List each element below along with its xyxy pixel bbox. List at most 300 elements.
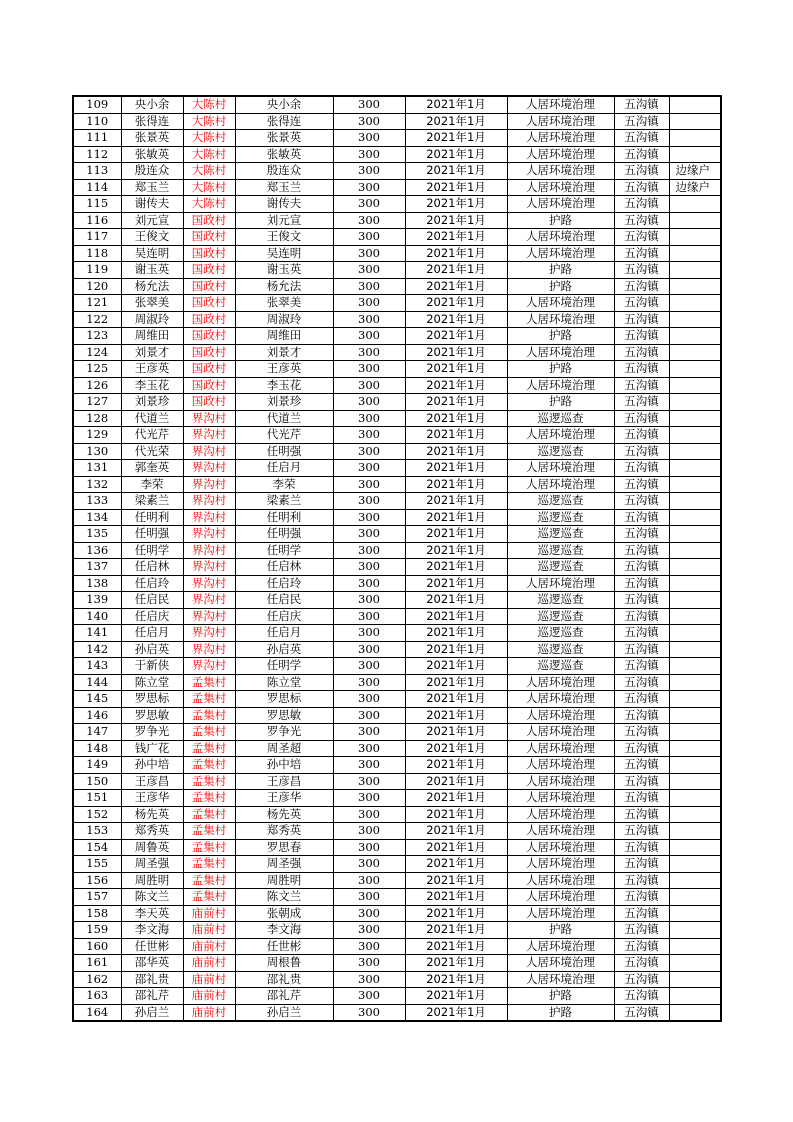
recipient-cell: 任启月: [235, 460, 333, 477]
note-cell: [669, 493, 721, 510]
village-cell: 孟集村: [183, 872, 235, 889]
amount-cell: 300: [333, 839, 405, 856]
table-row: [73, 130, 721, 147]
job-cell: 护路: [507, 1004, 614, 1021]
job-cell: 护路: [507, 278, 614, 295]
table-row: [73, 856, 721, 873]
table-row: [73, 740, 721, 757]
row-number: 131: [73, 460, 121, 477]
amount-cell: 300: [333, 526, 405, 543]
name-cell: 刘元宣: [121, 212, 183, 229]
job-cell: 人居环境治理: [507, 196, 614, 213]
date-cell: 2021年1月: [405, 460, 507, 477]
amount-cell: 300: [333, 229, 405, 246]
recipient-cell: 李玉花: [235, 377, 333, 394]
job-cell: 人居环境治理: [507, 460, 614, 477]
table-row: [73, 295, 721, 312]
town-cell: 五沟镇: [614, 460, 669, 477]
date-cell: 2021年1月: [405, 328, 507, 345]
name-cell: 张翠美: [121, 295, 183, 312]
amount-cell: 300: [333, 823, 405, 840]
town-cell: 五沟镇: [614, 344, 669, 361]
name-cell: 任启民: [121, 592, 183, 609]
amount-cell: 300: [333, 328, 405, 345]
name-cell: 于新侠: [121, 658, 183, 675]
name-cell: 郑秀英: [121, 823, 183, 840]
row-number: 130: [73, 443, 121, 460]
date-cell: 2021年1月: [405, 757, 507, 774]
row-number: 147: [73, 724, 121, 741]
table-row: [73, 773, 721, 790]
row-number: 151: [73, 790, 121, 807]
village-cell: 界沟村: [183, 493, 235, 510]
date-cell: 2021年1月: [405, 806, 507, 823]
town-cell: 五沟镇: [614, 377, 669, 394]
job-cell: 人居环境治理: [507, 938, 614, 955]
table-row: [73, 460, 721, 477]
row-number: 120: [73, 278, 121, 295]
table-row: [73, 229, 721, 246]
amount-cell: 300: [333, 509, 405, 526]
date-cell: 2021年1月: [405, 526, 507, 543]
name-cell: 邵礼贵: [121, 971, 183, 988]
recipient-cell: 谢传夫: [235, 196, 333, 213]
village-cell: 庙前村: [183, 955, 235, 972]
village-cell: 庙前村: [183, 971, 235, 988]
date-cell: 2021年1月: [405, 410, 507, 427]
row-number: 141: [73, 625, 121, 642]
date-cell: 2021年1月: [405, 971, 507, 988]
village-cell: 国政村: [183, 328, 235, 345]
village-cell: 国政村: [183, 377, 235, 394]
village-cell: 界沟村: [183, 410, 235, 427]
row-number: 111: [73, 130, 121, 147]
job-cell: 护路: [507, 394, 614, 411]
village-cell: 孟集村: [183, 691, 235, 708]
job-cell: 人居环境治理: [507, 146, 614, 163]
village-cell: 孟集村: [183, 724, 235, 741]
town-cell: 五沟镇: [614, 361, 669, 378]
row-number: 126: [73, 377, 121, 394]
row-number: 133: [73, 493, 121, 510]
name-cell: 张得连: [121, 113, 183, 130]
job-cell: 人居环境治理: [507, 905, 614, 922]
village-cell: 大陈村: [183, 113, 235, 130]
job-cell: 人居环境治理: [507, 724, 614, 741]
note-cell: [669, 410, 721, 427]
date-cell: 2021年1月: [405, 179, 507, 196]
recipient-cell: 邵礼芹: [235, 988, 333, 1005]
town-cell: 五沟镇: [614, 922, 669, 939]
name-cell: 周圣强: [121, 856, 183, 873]
row-number: 156: [73, 872, 121, 889]
job-cell: 护路: [507, 328, 614, 345]
note-cell: [669, 757, 721, 774]
note-cell: [669, 691, 721, 708]
job-cell: 人居环境治理: [507, 163, 614, 180]
note-cell: [669, 328, 721, 345]
town-cell: 五沟镇: [614, 146, 669, 163]
row-number: 152: [73, 806, 121, 823]
name-cell: 刘景珍: [121, 394, 183, 411]
job-cell: 人居环境治理: [507, 575, 614, 592]
job-cell: 人居环境治理: [507, 130, 614, 147]
table-row: [73, 1004, 721, 1021]
note-cell: [669, 476, 721, 493]
table-row: [73, 988, 721, 1005]
job-cell: 巡逻巡查: [507, 658, 614, 675]
job-cell: 人居环境治理: [507, 889, 614, 906]
town-cell: 五沟镇: [614, 509, 669, 526]
village-cell: 庙前村: [183, 922, 235, 939]
date-cell: 2021年1月: [405, 575, 507, 592]
name-cell: 李荣: [121, 476, 183, 493]
row-number: 140: [73, 608, 121, 625]
town-cell: 五沟镇: [614, 311, 669, 328]
village-cell: 界沟村: [183, 608, 235, 625]
job-cell: 巡逻巡查: [507, 641, 614, 658]
town-cell: 五沟镇: [614, 707, 669, 724]
amount-cell: 300: [333, 955, 405, 972]
table-row: [73, 509, 721, 526]
note-cell: [669, 344, 721, 361]
date-cell: 2021年1月: [405, 988, 507, 1005]
date-cell: 2021年1月: [405, 377, 507, 394]
table-row: [73, 823, 721, 840]
name-cell: 陈立堂: [121, 674, 183, 691]
note-cell: [669, 361, 721, 378]
note-cell: [669, 625, 721, 642]
date-cell: 2021年1月: [405, 278, 507, 295]
village-cell: 界沟村: [183, 542, 235, 559]
name-cell: 任明利: [121, 509, 183, 526]
table-row: [73, 493, 721, 510]
date-cell: 2021年1月: [405, 641, 507, 658]
recipient-cell: 任明强: [235, 526, 333, 543]
note-cell: [669, 988, 721, 1005]
date-cell: 2021年1月: [405, 724, 507, 741]
note-cell: [669, 938, 721, 955]
row-number: 153: [73, 823, 121, 840]
village-cell: 界沟村: [183, 641, 235, 658]
village-cell: 国政村: [183, 262, 235, 279]
town-cell: 五沟镇: [614, 410, 669, 427]
town-cell: 五沟镇: [614, 938, 669, 955]
row-number: 112: [73, 146, 121, 163]
note-cell: [669, 559, 721, 576]
village-cell: 界沟村: [183, 575, 235, 592]
job-cell: 人居环境治理: [507, 245, 614, 262]
amount-cell: 300: [333, 113, 405, 130]
date-cell: 2021年1月: [405, 674, 507, 691]
village-cell: 界沟村: [183, 559, 235, 576]
row-number: 148: [73, 740, 121, 757]
name-cell: 王俊文: [121, 229, 183, 246]
town-cell: 五沟镇: [614, 526, 669, 543]
table-row: [73, 806, 721, 823]
recipient-cell: 周胜明: [235, 872, 333, 889]
date-cell: 2021年1月: [405, 856, 507, 873]
town-cell: 五沟镇: [614, 1004, 669, 1021]
date-cell: 2021年1月: [405, 922, 507, 939]
job-cell: 人居环境治理: [507, 674, 614, 691]
village-cell: 孟集村: [183, 707, 235, 724]
amount-cell: 300: [333, 641, 405, 658]
note-cell: [669, 262, 721, 279]
row-number: 138: [73, 575, 121, 592]
town-cell: 五沟镇: [614, 790, 669, 807]
row-number: 143: [73, 658, 121, 675]
amount-cell: 300: [333, 361, 405, 378]
village-cell: 孟集村: [183, 839, 235, 856]
table-row: [73, 146, 721, 163]
village-cell: 界沟村: [183, 526, 235, 543]
note-cell: [669, 575, 721, 592]
job-cell: 巡逻巡查: [507, 608, 614, 625]
amount-cell: 300: [333, 278, 405, 295]
note-cell: [669, 1004, 721, 1021]
recipient-cell: 罗思敏: [235, 707, 333, 724]
amount-cell: 300: [333, 1004, 405, 1021]
row-number: 146: [73, 707, 121, 724]
recipient-cell: 刘景珍: [235, 394, 333, 411]
name-cell: 孙启英: [121, 641, 183, 658]
name-cell: 刘景才: [121, 344, 183, 361]
town-cell: 五沟镇: [614, 394, 669, 411]
job-cell: 人居环境治理: [507, 344, 614, 361]
table-row: [73, 575, 721, 592]
recipient-cell: 杨先英: [235, 806, 333, 823]
town-cell: 五沟镇: [614, 905, 669, 922]
village-cell: 大陈村: [183, 196, 235, 213]
row-number: 125: [73, 361, 121, 378]
job-cell: 人居环境治理: [507, 773, 614, 790]
row-number: 117: [73, 229, 121, 246]
town-cell: 五沟镇: [614, 278, 669, 295]
date-cell: 2021年1月: [405, 790, 507, 807]
amount-cell: 300: [333, 592, 405, 609]
town-cell: 五沟镇: [614, 658, 669, 675]
note-cell: [669, 377, 721, 394]
row-number: 149: [73, 757, 121, 774]
date-cell: 2021年1月: [405, 146, 507, 163]
name-cell: 王彦英: [121, 361, 183, 378]
name-cell: 杨允法: [121, 278, 183, 295]
village-cell: 界沟村: [183, 625, 235, 642]
recipient-cell: 罗思春: [235, 839, 333, 856]
recipient-cell: 谢玉英: [235, 262, 333, 279]
town-cell: 五沟镇: [614, 872, 669, 889]
date-cell: 2021年1月: [405, 773, 507, 790]
table-row: [73, 163, 721, 180]
note-cell: [669, 707, 721, 724]
date-cell: 2021年1月: [405, 113, 507, 130]
village-cell: 国政村: [183, 344, 235, 361]
name-cell: 任启林: [121, 559, 183, 576]
recipient-cell: 陈文兰: [235, 889, 333, 906]
town-cell: 五沟镇: [614, 443, 669, 460]
table-row: [73, 328, 721, 345]
town-cell: 五沟镇: [614, 575, 669, 592]
row-number: 124: [73, 344, 121, 361]
table-row: [73, 278, 721, 295]
note-cell: [669, 608, 721, 625]
date-cell: 2021年1月: [405, 872, 507, 889]
amount-cell: 300: [333, 262, 405, 279]
name-cell: 代道兰: [121, 410, 183, 427]
job-cell: 护路: [507, 262, 614, 279]
recipient-cell: 周圣超: [235, 740, 333, 757]
village-cell: 孟集村: [183, 790, 235, 807]
job-cell: 人居环境治理: [507, 971, 614, 988]
recipient-cell: 陈立堂: [235, 674, 333, 691]
recipient-cell: 郑玉兰: [235, 179, 333, 196]
name-cell: 吴连明: [121, 245, 183, 262]
amount-cell: 300: [333, 922, 405, 939]
row-number: 163: [73, 988, 121, 1005]
amount-cell: 300: [333, 889, 405, 906]
name-cell: 殷连众: [121, 163, 183, 180]
village-cell: 大陈村: [183, 96, 235, 113]
note-cell: [669, 130, 721, 147]
job-cell: 巡逻巡查: [507, 542, 614, 559]
row-number: 110: [73, 113, 121, 130]
town-cell: 五沟镇: [614, 163, 669, 180]
job-cell: 巡逻巡查: [507, 509, 614, 526]
row-number: 159: [73, 922, 121, 939]
note-cell: [669, 856, 721, 873]
note-cell: 边缘户: [669, 163, 721, 180]
table-row: [73, 658, 721, 675]
job-cell: 人居环境治理: [507, 311, 614, 328]
recipient-cell: 代光芹: [235, 427, 333, 444]
row-number: 139: [73, 592, 121, 609]
name-cell: 张景英: [121, 130, 183, 147]
job-cell: 巡逻巡查: [507, 443, 614, 460]
date-cell: 2021年1月: [405, 427, 507, 444]
town-cell: 五沟镇: [614, 96, 669, 113]
recipient-cell: 罗争光: [235, 724, 333, 741]
job-cell: 人居环境治理: [507, 179, 614, 196]
table-row: [73, 608, 721, 625]
name-cell: 罗思标: [121, 691, 183, 708]
name-cell: 郑玉兰: [121, 179, 183, 196]
job-cell: 人居环境治理: [507, 740, 614, 757]
job-cell: 人居环境治理: [507, 806, 614, 823]
table-row: [73, 311, 721, 328]
amount-cell: 300: [333, 773, 405, 790]
row-number: 154: [73, 839, 121, 856]
village-cell: 国政村: [183, 361, 235, 378]
note-cell: [669, 394, 721, 411]
recipient-cell: 殷连众: [235, 163, 333, 180]
roster-table: [72, 95, 722, 1022]
name-cell: 李玉花: [121, 377, 183, 394]
note-cell: [669, 971, 721, 988]
amount-cell: 300: [333, 740, 405, 757]
village-cell: 大陈村: [183, 146, 235, 163]
name-cell: 张敏英: [121, 146, 183, 163]
table-row: [73, 212, 721, 229]
job-cell: 人居环境治理: [507, 476, 614, 493]
village-cell: 庙前村: [183, 988, 235, 1005]
date-cell: 2021年1月: [405, 212, 507, 229]
village-cell: 孟集村: [183, 806, 235, 823]
note-cell: [669, 196, 721, 213]
table-row: [73, 922, 721, 939]
note-cell: [669, 96, 721, 113]
recipient-cell: 王彦华: [235, 790, 333, 807]
amount-cell: 300: [333, 96, 405, 113]
table-row: [73, 394, 721, 411]
amount-cell: 300: [333, 295, 405, 312]
table-row: [73, 641, 721, 658]
table-row: [73, 344, 721, 361]
note-cell: 边缘户: [669, 179, 721, 196]
town-cell: 五沟镇: [614, 113, 669, 130]
job-cell: 人居环境治理: [507, 955, 614, 972]
amount-cell: 300: [333, 971, 405, 988]
job-cell: 护路: [507, 212, 614, 229]
recipient-cell: 张朝成: [235, 905, 333, 922]
town-cell: 五沟镇: [614, 262, 669, 279]
town-cell: 五沟镇: [614, 971, 669, 988]
note-cell: [669, 872, 721, 889]
name-cell: 代光芹: [121, 427, 183, 444]
town-cell: 五沟镇: [614, 196, 669, 213]
date-cell: 2021年1月: [405, 592, 507, 609]
recipient-cell: 央小余: [235, 96, 333, 113]
table-row: [73, 113, 721, 130]
job-cell: 巡逻巡查: [507, 559, 614, 576]
amount-cell: 300: [333, 179, 405, 196]
amount-cell: 300: [333, 130, 405, 147]
note-cell: [669, 905, 721, 922]
note-cell: [669, 311, 721, 328]
job-cell: 巡逻巡查: [507, 526, 614, 543]
amount-cell: 300: [333, 163, 405, 180]
recipient-cell: 孙启英: [235, 641, 333, 658]
table-row: [73, 427, 721, 444]
row-number: 113: [73, 163, 121, 180]
job-cell: 护路: [507, 361, 614, 378]
village-cell: 孟集村: [183, 856, 235, 873]
village-cell: 孟集村: [183, 773, 235, 790]
date-cell: 2021年1月: [405, 509, 507, 526]
town-cell: 五沟镇: [614, 328, 669, 345]
name-cell: 任明学: [121, 542, 183, 559]
job-cell: 人居环境治理: [507, 377, 614, 394]
job-cell: 人居环境治理: [507, 839, 614, 856]
row-number: 127: [73, 394, 121, 411]
row-number: 122: [73, 311, 121, 328]
note-cell: [669, 212, 721, 229]
note-cell: [669, 443, 721, 460]
name-cell: 杨先英: [121, 806, 183, 823]
row-number: 121: [73, 295, 121, 312]
row-number: 144: [73, 674, 121, 691]
recipient-cell: 周圣强: [235, 856, 333, 873]
town-cell: 五沟镇: [614, 625, 669, 642]
row-number: 164: [73, 1004, 121, 1021]
village-cell: 国政村: [183, 311, 235, 328]
village-cell: 国政村: [183, 245, 235, 262]
note-cell: [669, 839, 721, 856]
name-cell: 央小余: [121, 96, 183, 113]
amount-cell: 300: [333, 212, 405, 229]
amount-cell: 300: [333, 988, 405, 1005]
name-cell: 任启庆: [121, 608, 183, 625]
